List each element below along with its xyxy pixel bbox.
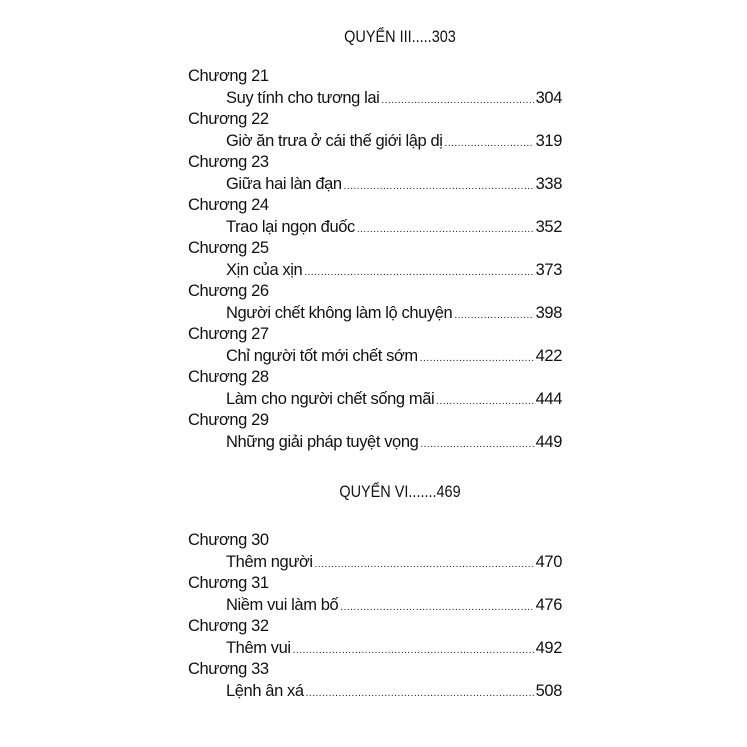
page-number: 398 bbox=[535, 303, 562, 322]
toc-entry bbox=[188, 595, 562, 617]
page-number: 476 bbox=[535, 595, 562, 614]
page-number: 492 bbox=[535, 638, 562, 657]
dot-leader bbox=[304, 262, 533, 284]
chapter-label: Chương 25 bbox=[188, 239, 269, 257]
chapter-label: Chương 27 bbox=[188, 325, 269, 343]
chapter-label: Chương 29 bbox=[188, 411, 269, 429]
dot-leader bbox=[357, 219, 534, 241]
toc-entry bbox=[188, 638, 562, 660]
dot-leader bbox=[340, 597, 533, 619]
page-number: 470 bbox=[535, 552, 562, 571]
chapter-label: Chương 26 bbox=[188, 282, 269, 300]
toc-entry bbox=[188, 260, 562, 282]
page-number: 352 bbox=[535, 217, 562, 236]
chapter-title: Người chết không làm lộ chuyện bbox=[226, 303, 453, 322]
chapter-title: Thêm vui bbox=[226, 638, 291, 657]
chapter-label: Chương 33 bbox=[188, 660, 269, 678]
page-number: 508 bbox=[535, 681, 562, 700]
chapter-label: Chương 32 bbox=[188, 617, 269, 635]
chapter-title: Lệnh ân xá bbox=[226, 681, 304, 700]
chapter-title: Xịn của xịn bbox=[226, 260, 303, 279]
chapter-label: Chương 28 bbox=[188, 368, 269, 386]
chapter-label: Chương 22 bbox=[188, 110, 269, 128]
dot-leader bbox=[306, 683, 534, 705]
toc-entry bbox=[188, 552, 562, 574]
page-number: 422 bbox=[535, 346, 562, 365]
chapter-title: Làm cho người chết sống mãi bbox=[226, 389, 435, 408]
dot-leader bbox=[420, 434, 533, 456]
dot-leader bbox=[445, 133, 534, 155]
toc-section bbox=[188, 66, 562, 453]
toc-entry bbox=[188, 217, 562, 239]
dot-leader bbox=[381, 90, 533, 112]
chapter-label: Chương 31 bbox=[188, 574, 269, 592]
page-number: 373 bbox=[535, 260, 562, 279]
chapter-label: Chương 30 bbox=[188, 531, 269, 549]
toc-entry bbox=[188, 174, 562, 196]
page-number: 444 bbox=[535, 389, 562, 408]
chapter-title: Những giải pháp tuyệt vọng bbox=[226, 432, 419, 451]
page-number: 304 bbox=[535, 88, 562, 107]
dot-leader bbox=[315, 554, 534, 576]
page-number: 319 bbox=[535, 131, 562, 150]
toc-entry bbox=[188, 303, 562, 325]
chapter-label: Chương 23 bbox=[188, 153, 269, 171]
dot-leader bbox=[420, 348, 534, 370]
toc-section bbox=[188, 530, 562, 702]
chapter-title: Suy tính cho tương lai bbox=[226, 88, 380, 107]
toc-entry bbox=[188, 389, 562, 411]
chapter-title: Chỉ người tốt mới chết sớm bbox=[226, 346, 418, 365]
toc-entry bbox=[188, 131, 562, 153]
section-heading: QUYỂN III.....303 bbox=[344, 27, 456, 46]
dot-leader bbox=[436, 391, 533, 413]
dot-leader bbox=[454, 305, 533, 327]
dot-leader bbox=[293, 640, 534, 662]
dot-leader bbox=[344, 176, 534, 198]
toc-entry bbox=[188, 88, 562, 110]
toc-entry bbox=[188, 681, 562, 703]
chapter-label: Chương 21 bbox=[188, 67, 269, 85]
chapter-title: Niềm vui làm bố bbox=[226, 595, 339, 614]
page-number: 449 bbox=[535, 432, 562, 451]
toc-entry bbox=[188, 432, 562, 454]
page-number: 338 bbox=[535, 174, 562, 193]
chapter-title: Giữa hai làn đạn bbox=[226, 174, 342, 193]
chapter-label: Chương 24 bbox=[188, 196, 269, 214]
section-heading: QUYỂN VI.......469 bbox=[339, 482, 461, 501]
toc-entry bbox=[188, 346, 562, 368]
chapter-title: Trao lại ngọn đuốc bbox=[226, 217, 355, 236]
chapter-title: Thêm người bbox=[226, 552, 313, 571]
chapter-title: Giờ ăn trưa ở cái thế giới lập dị bbox=[226, 131, 443, 150]
